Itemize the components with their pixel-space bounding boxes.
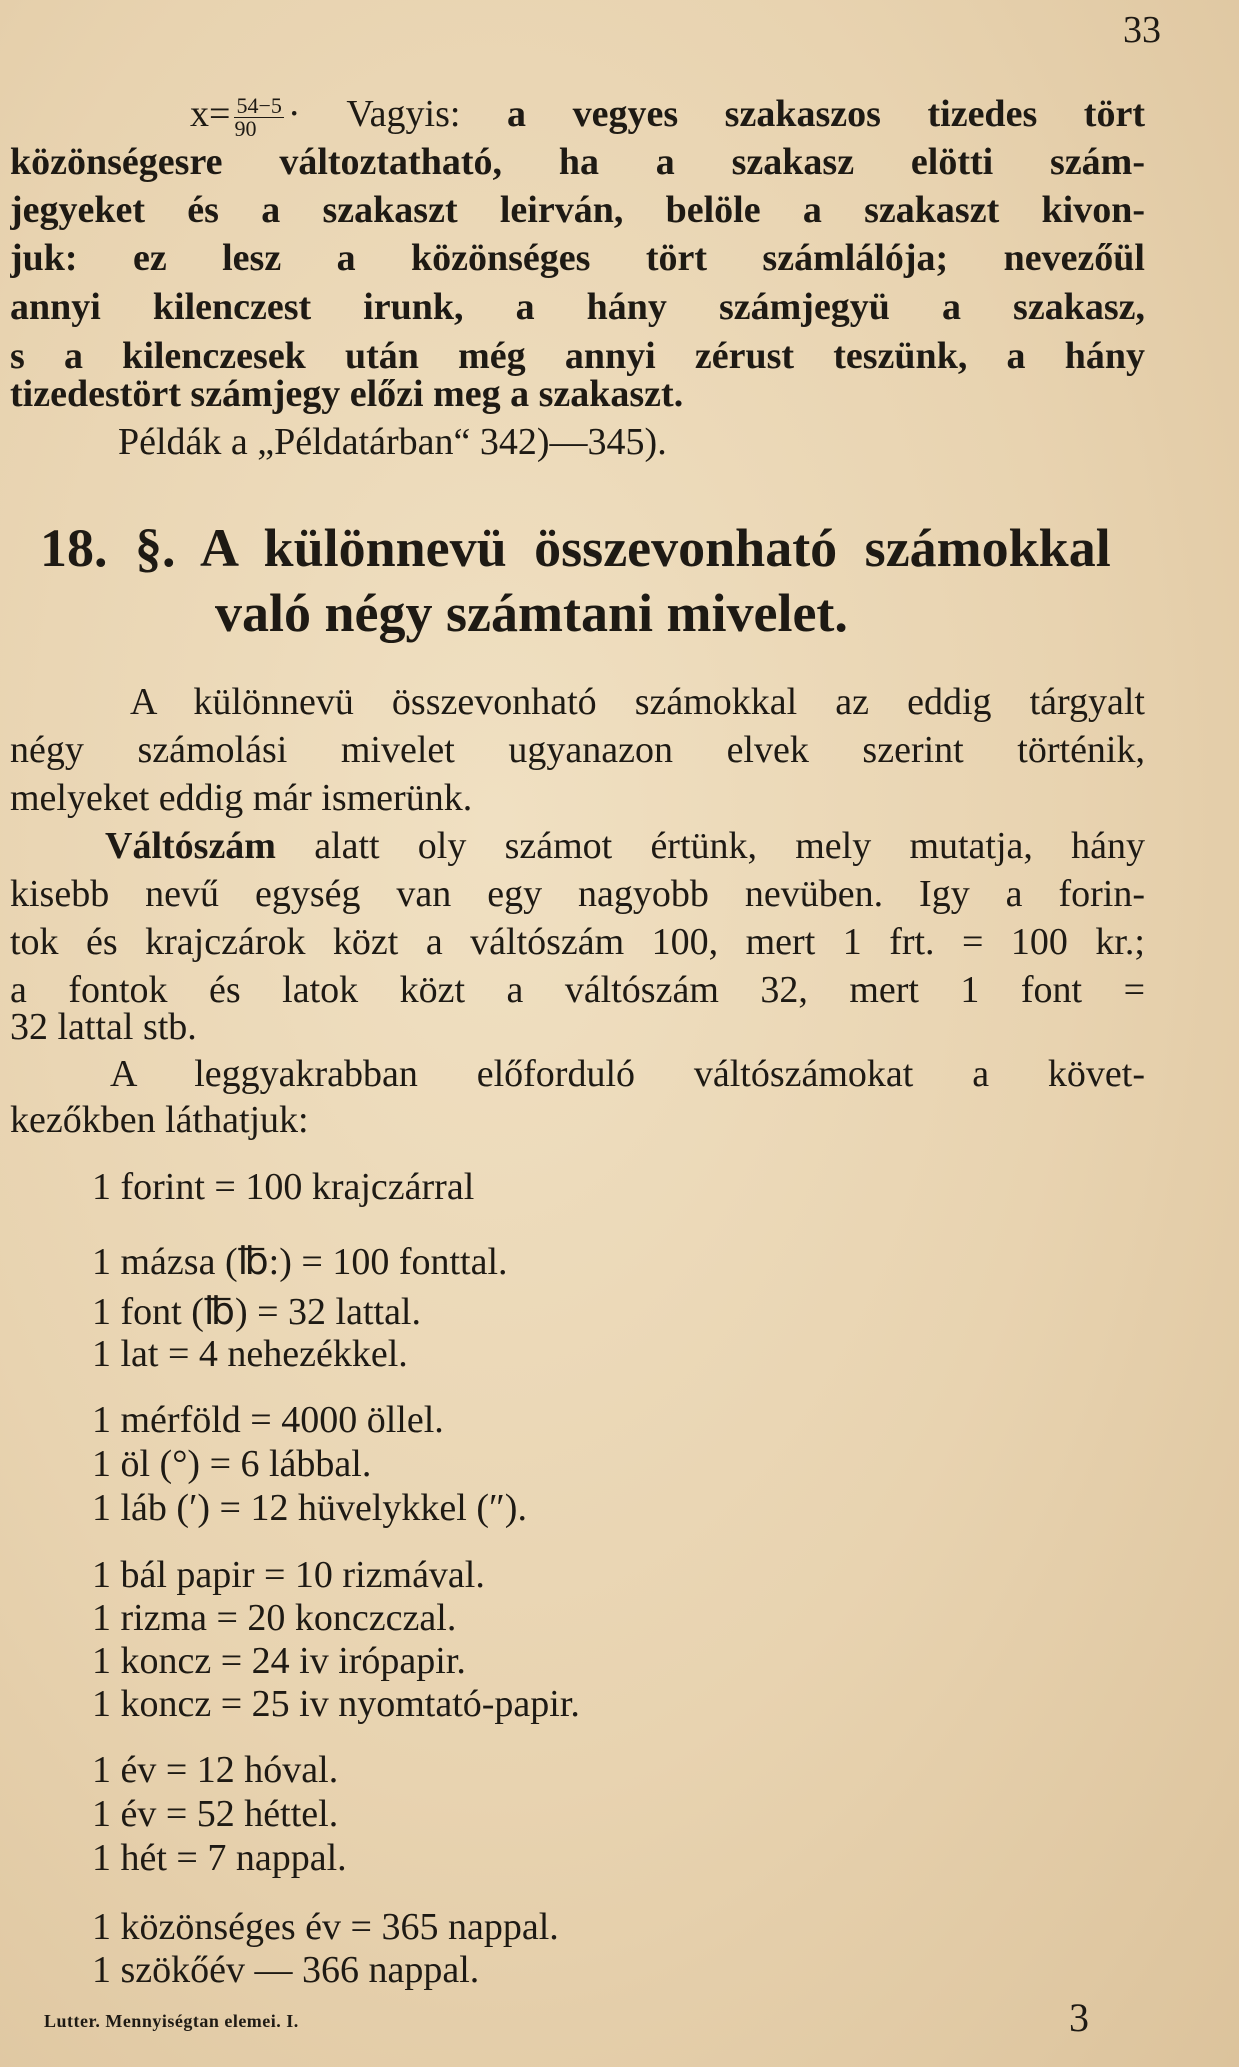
footer-signature-line: Lutter. Mennyiségtan elemei. I.: [44, 2011, 299, 2031]
top-line-1: közönségesre változtatható, ha a szakasz elötti szám-: [10, 141, 1145, 183]
conversion-mazsa: 1 mázsa (℔:) = 100 fonttal.: [92, 1241, 508, 1283]
body-line-2: négy számolási mivelet ugyanazon elvek szerint történik,: [10, 729, 1145, 771]
valto-line-4: a fontok és latok közt a váltószám 32, mert 1 font =: [10, 969, 1145, 1011]
x-equals: x=: [190, 93, 231, 135]
valto-first-line: [10, 824, 1145, 868]
conversion-ev-het: 1 év = 52 héttel.: [92, 1793, 339, 1835]
top-line-5: s a kilenczesek után még annyi zérust teszünk, a hány: [10, 335, 1145, 377]
top-line-2: jegyeket és a szakaszt leirván, belöle a szakaszt kivon-: [10, 189, 1145, 231]
conversion-bal-papir: 1 bál papir = 10 rizmával.: [92, 1554, 485, 1596]
first-line-regular: Vagyis:: [300, 93, 507, 135]
page-number: 33: [1123, 9, 1161, 51]
section-heading-line-2: való négy számtani mivelet.: [215, 583, 848, 643]
top-line-4: annyi kilenczest irunk, a hány számjegyü a szakasz,: [10, 286, 1145, 328]
conversion-merfold: 1 mérföld = 4000 öllel.: [92, 1399, 444, 1441]
valto-line-5: 32 lattal stb.: [10, 1006, 197, 1048]
first-line-bold: a vegyes szakaszos tizedes tört: [507, 93, 1145, 135]
conversion-koncz-nyomtato: 1 koncz = 25 iv nyomtató-papir.: [92, 1683, 580, 1725]
top-line-6: tizedestört számjegy előzi meg a szakaszt.: [10, 373, 684, 415]
conversion-ol: 1 öl (°) = 6 lábbal.: [92, 1443, 372, 1485]
printer-signature-mark: 3: [1069, 1995, 1089, 2040]
frequent-line-2: kezőkben láthatjuk:: [10, 1099, 309, 1141]
conversion-rizma: 1 rizma = 20 konczczal.: [92, 1597, 457, 1639]
body-line-3: melyeket eddig már ismerünk.: [10, 777, 473, 819]
conversion-koncz-iro: 1 koncz = 24 iv irópapir.: [92, 1640, 466, 1682]
first-line: [10, 92, 1145, 140]
fraction: [234, 92, 283, 140]
conversion-het-nap: 1 hét = 7 nappal.: [92, 1837, 347, 1879]
conversion-szokoev: 1 szökőév — 366 nappal.: [92, 1949, 480, 1991]
conversion-lab: 1 láb (′) = 12 hüvelykkel (″).: [92, 1487, 527, 1529]
valto-line-2: kisebb nevű egység van egy nagyobb nevüben. Igy a forin-: [10, 873, 1145, 915]
conversion-font: 1 font (℔) = 32 lattal.: [92, 1291, 421, 1333]
valto-line-3: tok és krajczárok közt a váltószám 100, mert 1 frt. = 100 kr.;: [10, 921, 1145, 963]
conversion-kozonseges-ev: 1 közönséges év = 365 nappal.: [92, 1906, 559, 1948]
frequent-line-1: A leggyakrabban előforduló váltószámokat a követ-: [110, 1053, 1145, 1095]
dot: ·: [287, 93, 301, 135]
valto-term: Váltószám: [105, 825, 276, 867]
valto-first-line-rest: alatt oly számot értünk, mely mutatja, hány: [275, 825, 1145, 867]
conversion-ev-ho: 1 év = 12 hóval.: [92, 1749, 339, 1791]
conversion-forint: 1 forint = 100 krajczárral: [92, 1166, 475, 1208]
conversion-lat: 1 lat = 4 nehezékkel.: [92, 1333, 408, 1375]
examples-line: Példák a „Példatárban“ 342)—345).: [118, 421, 667, 463]
fraction-numerator: 54−5: [236, 92, 282, 118]
section-heading-line-1: 18. §. A különnevü összevonható számokkal: [40, 518, 1111, 578]
body-line-1: A különnevü összevonható számokkal az eddig tárgyalt: [130, 681, 1145, 723]
fraction-denominator: 90: [234, 115, 257, 140]
top-line-3: juk: ez lesz a közönséges tört számlálója; nevezőül: [10, 237, 1145, 279]
